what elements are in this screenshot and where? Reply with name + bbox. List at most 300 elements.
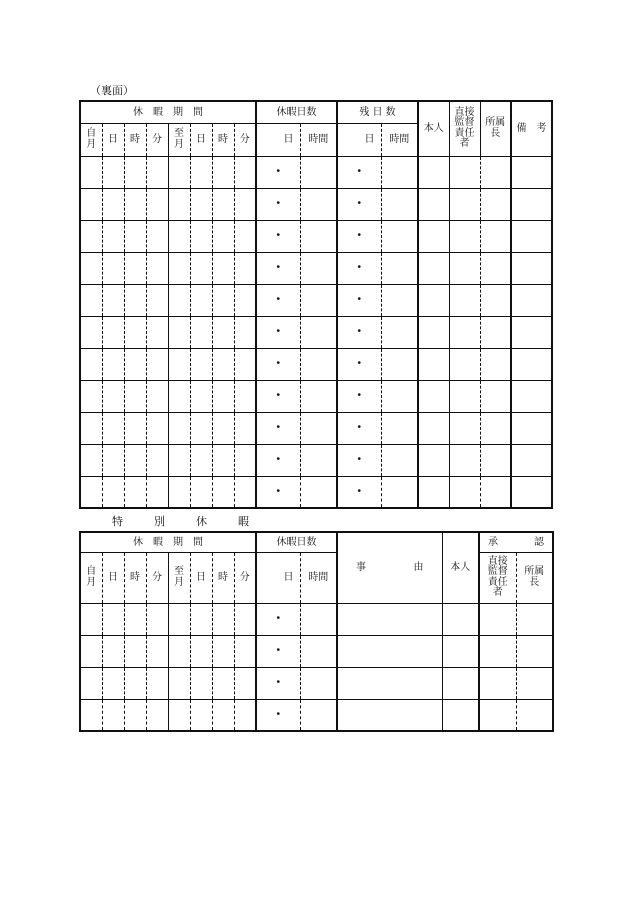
department-head-seal-cell[interactable] [480,188,511,220]
supervisor-seal-cell[interactable] [479,699,516,731]
header-to-month: 至月 [168,552,190,603]
from-month-cell[interactable] [80,603,102,635]
table-row [80,284,552,316]
to-day-cell[interactable] [190,156,212,188]
to-hour-cell[interactable] [212,667,234,699]
to-day-cell[interactable] [190,476,212,508]
from-month-cell[interactable] [80,220,102,252]
header-direct-supervisor: 直接監督責任者 [449,101,480,156]
from-minute-cell[interactable] [146,188,168,220]
to-month-cell[interactable] [168,188,190,220]
department-head-seal-cell[interactable] [516,667,553,699]
from-minute-cell[interactable] [146,635,168,667]
leave-days-hours-cell[interactable] [300,188,337,220]
supervisor-seal-cell[interactable] [449,284,480,316]
to-month-cell[interactable] [168,667,190,699]
from-hour-cell[interactable] [124,699,146,731]
from-day-cell[interactable] [102,156,124,188]
to-day-cell[interactable] [190,284,212,316]
to-day-cell[interactable] [190,412,212,444]
header-to-hour: 時 [212,552,234,603]
to-hour-cell[interactable] [212,156,234,188]
from-minute-cell[interactable] [146,380,168,412]
to-hour-cell[interactable] [212,476,234,508]
decimal-point: ・ [353,260,366,275]
remaining-hours-cell[interactable] [381,476,418,508]
leave-days-day-cell[interactable] [256,252,300,284]
header-department-head: 所属長 [516,552,553,603]
from-day-cell[interactable] [102,220,124,252]
remaining-day-cell[interactable] [337,284,381,316]
from-minute-cell[interactable] [146,699,168,731]
decimal-point: ・ [272,292,285,307]
leave-days-hours-cell[interactable] [300,476,337,508]
header-reason-right: 由 [413,562,424,574]
remaining-hours-cell[interactable] [381,156,418,188]
remarks-cell[interactable] [511,188,552,220]
from-hour-cell[interactable] [124,635,146,667]
from-minute-cell[interactable] [146,156,168,188]
to-month-cell[interactable] [168,348,190,380]
self-seal-cell[interactable] [418,444,449,476]
supervisor-seal-cell[interactable] [449,316,480,348]
department-head-seal-cell[interactable] [480,476,511,508]
header-to-month: 至月 [168,123,190,156]
header-remaining-days: 残 日 数 [337,101,418,123]
remarks-cell[interactable] [511,284,552,316]
header-leave-days-hours: 時間 [300,552,337,603]
header-to-minute: 分 [234,552,256,603]
to-month-cell[interactable] [168,252,190,284]
header-remaining-hours: 時間 [381,123,418,156]
self-seal-cell[interactable] [442,699,479,731]
department-head-seal-cell[interactable] [480,252,511,284]
table-row [80,699,553,731]
from-hour-cell[interactable] [124,412,146,444]
to-month-cell[interactable] [168,476,190,508]
leave-days-hours-cell[interactable] [300,348,337,380]
from-minute-cell[interactable] [146,252,168,284]
to-month-cell[interactable] [168,603,190,635]
from-hour-cell[interactable] [124,444,146,476]
to-month-cell[interactable] [168,444,190,476]
header-approval [479,532,553,552]
supervisor-seal-cell[interactable] [449,220,480,252]
remarks-cell[interactable] [511,156,552,188]
header-approval-left: 承 [488,536,498,548]
to-day-cell[interactable] [190,348,212,380]
leave-days-day-cell[interactable] [256,699,300,731]
decimal-point: ・ [272,324,285,339]
leave-days-day-cell[interactable] [256,284,300,316]
to-day-cell[interactable] [190,316,212,348]
header-self: 本人 [442,532,479,603]
header-to-day: 日 [190,552,212,603]
decimal-point: ・ [272,675,285,690]
to-day-cell[interactable] [190,699,212,731]
from-month-cell[interactable] [80,348,102,380]
from-month-cell[interactable] [80,412,102,444]
header-to-day: 日 [190,123,212,156]
remarks-cell[interactable] [511,252,552,284]
leave-days-hours-cell[interactable] [300,635,337,667]
from-minute-cell[interactable] [146,603,168,635]
from-day-cell[interactable] [102,699,124,731]
from-day-cell[interactable] [102,188,124,220]
to-minute-cell[interactable] [234,220,256,252]
from-hour-cell[interactable] [124,348,146,380]
to-minute-cell[interactable] [234,380,256,412]
from-day-cell[interactable] [102,444,124,476]
header-from-minute: 分 [146,123,168,156]
from-month-cell[interactable] [80,156,102,188]
leave-record-table [79,100,553,509]
leave-days-day-cell[interactable] [256,380,300,412]
header-leave-days: 休暇日数 [256,532,337,552]
self-seal-cell[interactable] [418,156,449,188]
leave-days-day-cell[interactable] [256,412,300,444]
supervisor-seal-cell[interactable] [449,252,480,284]
header-from-hour: 時 [124,552,146,603]
from-hour-cell[interactable] [124,284,146,316]
to-minute-cell[interactable] [234,252,256,284]
remaining-hours-cell[interactable] [381,380,418,412]
remaining-hours-cell[interactable] [381,252,418,284]
from-day-cell[interactable] [102,476,124,508]
decimal-point: ・ [353,228,366,243]
to-hour-cell[interactable] [212,412,234,444]
remaining-day-cell[interactable] [337,156,381,188]
header-remaining-day: 日 [337,123,381,156]
to-day-cell[interactable] [190,635,212,667]
to-day-cell[interactable] [190,603,212,635]
supervisor-seal-cell[interactable] [449,188,480,220]
to-month-cell[interactable] [168,699,190,731]
self-seal-cell[interactable] [418,476,449,508]
leave-days-day-cell[interactable] [256,156,300,188]
remaining-day-cell[interactable] [337,316,381,348]
from-minute-cell[interactable] [146,284,168,316]
remaining-day-cell[interactable] [337,444,381,476]
header-from-hour: 時 [124,123,146,156]
to-day-cell[interactable] [190,252,212,284]
supervisor-seal-cell[interactable] [449,380,480,412]
self-seal-cell[interactable] [418,316,449,348]
remarks-cell[interactable] [511,412,552,444]
remaining-hours-cell[interactable] [381,316,418,348]
header-leave-period: 休 暇 期 間 [80,532,256,552]
self-seal-cell[interactable] [442,603,479,635]
from-hour-cell[interactable] [124,252,146,284]
to-day-cell[interactable] [190,667,212,699]
header-leave-days-day: 日 [256,552,300,603]
department-head-seal-cell[interactable] [480,348,511,380]
remarks-cell[interactable] [511,348,552,380]
from-hour-cell[interactable] [124,380,146,412]
table-row [80,476,552,508]
to-hour-cell[interactable] [212,252,234,284]
remaining-day-cell[interactable] [337,348,381,380]
from-month-cell[interactable] [80,316,102,348]
supervisor-seal-cell[interactable] [479,667,516,699]
leave-days-hours-cell[interactable] [300,252,337,284]
to-minute-cell[interactable] [234,284,256,316]
to-minute-cell[interactable] [234,603,256,635]
to-hour-cell[interactable] [212,316,234,348]
table-row [80,444,552,476]
leave-days-hours-cell[interactable] [300,412,337,444]
to-hour-cell[interactable] [212,635,234,667]
department-head-seal-cell[interactable] [480,220,511,252]
department-head-seal-cell[interactable] [480,412,511,444]
self-seal-cell[interactable] [442,667,479,699]
from-month-cell[interactable] [80,188,102,220]
header-from-minute: 分 [146,552,168,603]
decimal-point: ・ [272,388,285,403]
leave-days-day-cell[interactable] [256,188,300,220]
from-day-cell[interactable] [102,348,124,380]
from-minute-cell[interactable] [146,412,168,444]
leave-days-day-cell[interactable] [256,476,300,508]
from-month-cell[interactable] [80,667,102,699]
from-minute-cell[interactable] [146,667,168,699]
leave-days-hours-cell[interactable] [300,156,337,188]
table-row [80,635,553,667]
leave-days-hours-cell[interactable] [300,667,337,699]
table-row [80,667,553,699]
from-month-cell[interactable] [80,252,102,284]
leave-days-hours-cell[interactable] [300,699,337,731]
remaining-day-cell[interactable] [337,188,381,220]
header-reason-left: 事 [356,562,366,574]
decimal-point: ・ [272,420,285,435]
reason-cell[interactable] [337,603,442,635]
header-from-month: 自月 [80,123,102,156]
leave-days-hours-cell[interactable] [300,220,337,252]
header-self: 本人 [418,101,449,156]
remaining-hours-cell[interactable] [381,412,418,444]
to-day-cell[interactable] [190,380,212,412]
to-minute-cell[interactable] [234,188,256,220]
to-hour-cell[interactable] [212,188,234,220]
remaining-hours-cell[interactable] [381,444,418,476]
department-head-seal-cell[interactable] [480,316,511,348]
decimal-point: ・ [272,196,285,211]
to-month-cell[interactable] [168,156,190,188]
header-direct-supervisor: 直接監督責任者 [479,552,516,603]
special-leave-title: 特 別 休 暇 [112,515,259,528]
leave-days-day-cell[interactable] [256,220,300,252]
reason-cell[interactable] [337,635,442,667]
from-day-cell[interactable] [102,316,124,348]
decimal-point: ・ [272,260,285,275]
remarks-cell[interactable] [511,316,552,348]
from-minute-cell[interactable] [146,220,168,252]
supervisor-seal-cell[interactable] [449,348,480,380]
to-hour-cell[interactable] [212,284,234,316]
from-hour-cell[interactable] [124,667,146,699]
decimal-point: ・ [353,324,366,339]
leave-days-day-cell[interactable] [256,603,300,635]
from-hour-cell[interactable] [124,603,146,635]
self-seal-cell[interactable] [418,252,449,284]
department-head-seal-cell[interactable] [480,284,511,316]
from-day-cell[interactable] [102,412,124,444]
remaining-day-cell[interactable] [337,220,381,252]
decimal-point: ・ [272,356,285,371]
decimal-point: ・ [272,228,285,243]
to-month-cell[interactable] [168,220,190,252]
supervisor-seal-cell[interactable] [479,603,516,635]
decimal-point: ・ [272,611,285,626]
from-month-cell[interactable] [80,635,102,667]
from-day-cell[interactable] [102,667,124,699]
supervisor-seal-cell[interactable] [479,635,516,667]
header-approval-right: 認 [534,536,544,548]
supervisor-seal-cell[interactable] [449,412,480,444]
header-from-month: 自月 [80,552,102,603]
self-seal-cell[interactable] [418,284,449,316]
reason-cell[interactable] [337,699,442,731]
remaining-hours-cell[interactable] [381,188,418,220]
from-hour-cell[interactable] [124,156,146,188]
decimal-point: ・ [353,484,366,499]
to-hour-cell[interactable] [212,699,234,731]
from-day-cell[interactable] [102,252,124,284]
supervisor-seal-cell[interactable] [449,444,480,476]
to-hour-cell[interactable] [212,348,234,380]
leave-days-hours-cell[interactable] [300,603,337,635]
reason-cell[interactable] [337,667,442,699]
to-day-cell[interactable] [190,188,212,220]
from-hour-cell[interactable] [124,220,146,252]
remarks-cell[interactable] [511,380,552,412]
decimal-point: ・ [353,356,366,371]
decimal-point: ・ [353,388,366,403]
to-minute-cell[interactable] [234,667,256,699]
department-head-seal-cell[interactable] [516,603,553,635]
from-minute-cell[interactable] [146,316,168,348]
to-minute-cell[interactable] [234,476,256,508]
to-hour-cell[interactable] [212,444,234,476]
to-month-cell[interactable] [168,380,190,412]
leave-days-hours-cell[interactable] [300,284,337,316]
to-hour-cell[interactable] [212,220,234,252]
department-head-seal-cell[interactable] [480,444,511,476]
supervisor-seal-cell[interactable] [449,476,480,508]
to-minute-cell[interactable] [234,412,256,444]
table-row [80,603,553,635]
header-leave-days-day: 日 [256,123,300,156]
from-day-cell[interactable] [102,603,124,635]
from-minute-cell[interactable] [146,476,168,508]
leave-days-day-cell[interactable] [256,316,300,348]
from-month-cell[interactable] [80,380,102,412]
header-leave-days-hours: 時間 [300,123,337,156]
to-month-cell[interactable] [168,284,190,316]
to-month-cell[interactable] [168,635,190,667]
from-hour-cell[interactable] [124,188,146,220]
special-leave-table [79,531,554,732]
to-minute-cell[interactable] [234,348,256,380]
leave-days-day-cell[interactable] [256,348,300,380]
from-month-cell[interactable] [80,699,102,731]
remarks-cell[interactable] [511,476,552,508]
remaining-day-cell[interactable] [337,412,381,444]
remarks-cell[interactable] [511,220,552,252]
department-head-seal-cell[interactable] [516,635,553,667]
self-seal-cell[interactable] [418,220,449,252]
header-from-day: 日 [102,552,124,603]
header-leave-period: 休 暇 期 間 [80,101,256,123]
leave-days-day-cell[interactable] [256,444,300,476]
from-hour-cell[interactable] [124,476,146,508]
leave-days-hours-cell[interactable] [300,444,337,476]
department-head-seal-cell[interactable] [480,380,511,412]
to-minute-cell[interactable] [234,635,256,667]
from-day-cell[interactable] [102,380,124,412]
from-month-cell[interactable] [80,284,102,316]
remarks-cell[interactable] [511,444,552,476]
table-row [80,348,552,380]
to-hour-cell[interactable] [212,603,234,635]
header-to-hour: 時 [212,123,234,156]
department-head-seal-cell[interactable] [480,156,511,188]
remaining-hours-cell[interactable] [381,348,418,380]
leave-days-day-cell[interactable] [256,635,300,667]
remaining-day-cell[interactable] [337,252,381,284]
decimal-point: ・ [272,643,285,658]
to-hour-cell[interactable] [212,380,234,412]
self-seal-cell[interactable] [418,380,449,412]
remaining-hours-cell[interactable] [381,284,418,316]
to-minute-cell[interactable] [234,316,256,348]
to-minute-cell[interactable] [234,699,256,731]
table-row [80,316,552,348]
leave-days-day-cell[interactable] [256,667,300,699]
from-minute-cell[interactable] [146,348,168,380]
table-row [80,380,552,412]
self-seal-cell[interactable] [418,188,449,220]
to-minute-cell[interactable] [234,444,256,476]
from-month-cell[interactable] [80,476,102,508]
self-seal-cell[interactable] [442,635,479,667]
to-month-cell[interactable] [168,412,190,444]
leave-days-hours-cell[interactable] [300,380,337,412]
to-day-cell[interactable] [190,220,212,252]
self-seal-cell[interactable] [418,412,449,444]
leave-days-hours-cell[interactable] [300,316,337,348]
to-minute-cell[interactable] [234,156,256,188]
from-minute-cell[interactable] [146,444,168,476]
supervisor-seal-cell[interactable] [449,156,480,188]
from-hour-cell[interactable] [124,316,146,348]
table-row [80,188,552,220]
from-day-cell[interactable] [102,284,124,316]
department-head-seal-cell[interactable] [516,699,553,731]
from-month-cell[interactable] [80,444,102,476]
self-seal-cell[interactable] [418,348,449,380]
decimal-point: ・ [272,484,285,499]
remaining-hours-cell[interactable] [381,220,418,252]
remaining-day-cell[interactable] [337,476,381,508]
remaining-day-cell[interactable] [337,380,381,412]
to-month-cell[interactable] [168,316,190,348]
to-day-cell[interactable] [190,444,212,476]
header-reason [337,532,442,603]
from-day-cell[interactable] [102,635,124,667]
decimal-point: ・ [353,420,366,435]
